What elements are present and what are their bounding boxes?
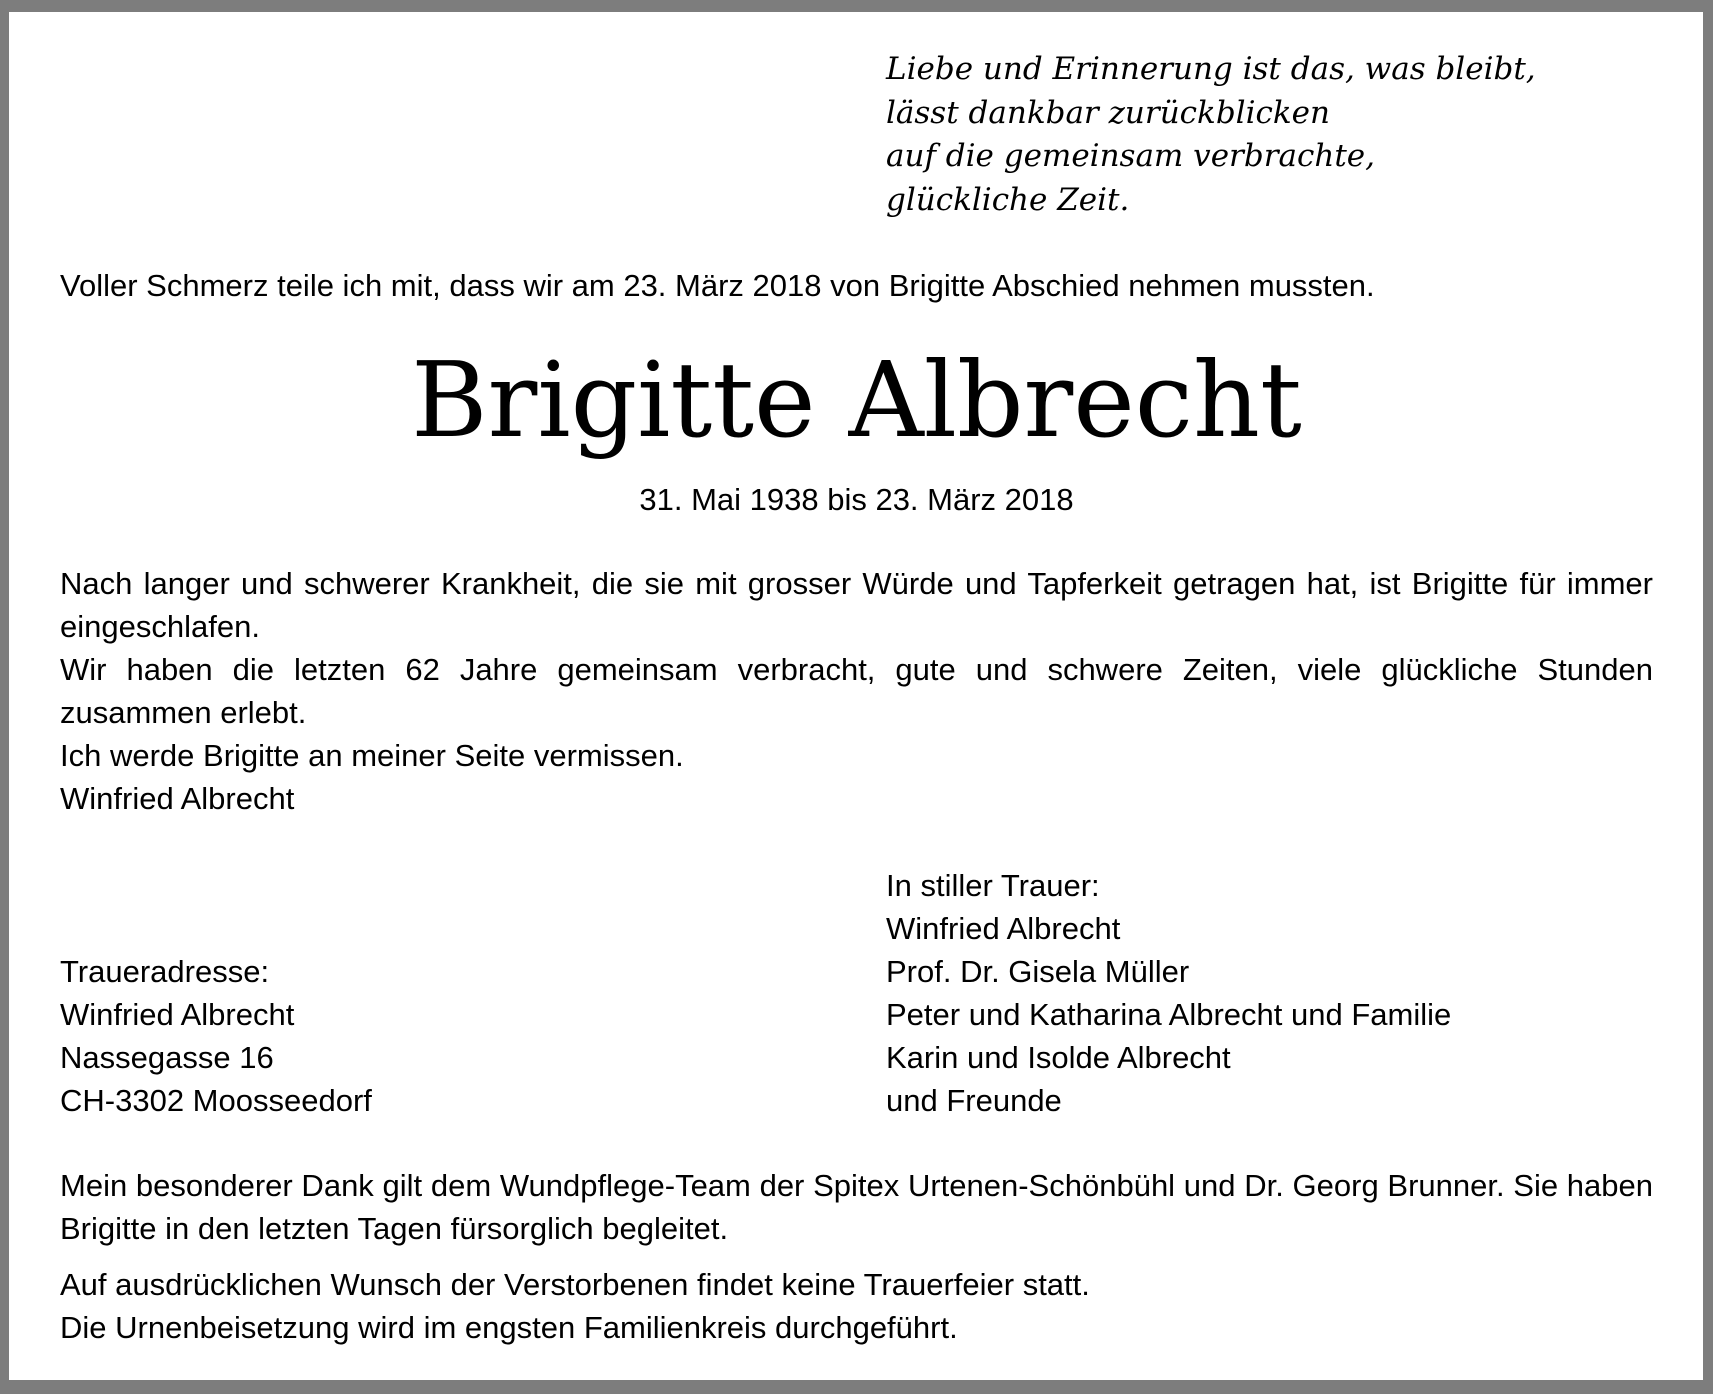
mourner-name: und Freunde <box>886 1083 1062 1118</box>
life-dates: 31. Mai 1938 bis 23. März 2018 <box>639 482 1074 517</box>
mourner-name: Prof. Dr. Gisela Müller <box>886 954 1190 989</box>
address-street: Nassegasse 16 <box>60 1040 274 1075</box>
thanks-paragraph: Mein besonderer Dank gilt dem Wundpflege-Team der Spitex Urtenen-Schönbühl und Dr. Georg Brunner. Sie haben Brigitte in den letzten Tagen fürsorglich begleitet. <box>60 1168 1653 1246</box>
address-city: CH-3302 Moosseedorf <box>60 1083 372 1118</box>
motto-verse <box>886 48 1536 222</box>
mourner-name: Peter und Katharina Albrecht und Familie <box>886 997 1452 1032</box>
message-paragraph: Nach langer und schwerer Krankheit, die sie mit grosser Würde und Tapferkeit getragen hat, ist Brigitte für immer eingeschlafen. <box>60 566 1653 644</box>
mourner-name: Karin und Isolde Albrecht <box>886 1040 1231 1075</box>
notice-line: Die Urnenbeisetzung wird im engsten Familienkreis durchgeführt. <box>60 1310 958 1345</box>
thanks-text <box>60 1164 1653 1250</box>
mourner-name: Winfried Albrecht <box>886 911 1121 946</box>
deceased-name: Brigitte Albrecht <box>411 339 1302 461</box>
message-signature: Winfried Albrecht <box>60 781 295 816</box>
motto-line: Liebe und Erinnerung ist das, was bleibt, <box>886 51 1536 87</box>
funeral-notice <box>60 1263 1090 1349</box>
motto-line: glückliche Zeit. <box>886 181 1130 218</box>
mourners-heading: In stiller Trauer: <box>886 868 1100 903</box>
mourners-list <box>886 864 1451 1122</box>
notice-line: Auf ausdrücklichen Wunsch der Verstorbenen findet keine Trauerfeier statt. <box>60 1267 1090 1302</box>
address-heading: Traueradresse: <box>60 954 270 989</box>
intro-text: Voller Schmerz teile ich mit, dass wir am 23. März 2018 von Brigitte Abschied nehmen mussten. <box>60 268 1375 303</box>
mourning-address <box>60 950 372 1122</box>
address-name: Winfried Albrecht <box>60 997 295 1032</box>
motto-line: lässt dankbar zurückblicken <box>886 94 1330 131</box>
motto-line: auf die gemeinsam verbrachte, <box>886 138 1375 174</box>
message-paragraph: Ich werde Brigitte an meiner Seite vermissen. <box>60 738 684 773</box>
message-paragraph: Wir haben die letzten 62 Jahre gemeinsam verbracht, gute und schwere Zeiten, viele glückliche Stunden zusammen erlebt. <box>60 652 1653 730</box>
message-block <box>60 562 1653 820</box>
